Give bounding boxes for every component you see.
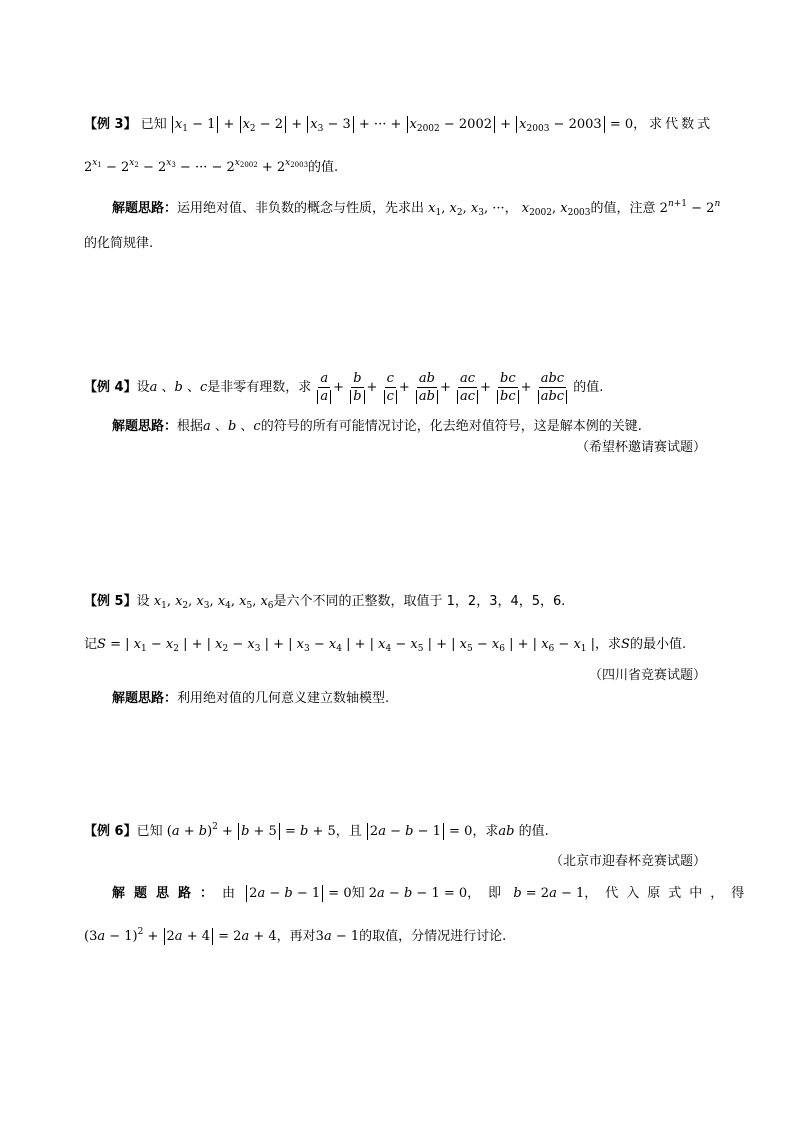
ex6-hint: 解题思路：由 2a − b − 1 = 0知 2a − b − 1 = 0，即 b = 2a − 1，代入原式中，得 xyxy=(112,886,753,901)
ex3-label: 【例 3】 xyxy=(84,117,137,132)
fraction: $\frac{b}{b}$ xyxy=(349,371,365,404)
ex3-hint-cont: 的化简规律. xyxy=(84,236,154,251)
fraction: $\frac{ac}{ac}$ xyxy=(456,371,479,404)
ex4-statement: 【例 4】设a 、b 、c是非零有理数，求 $\frac{a}{a}$ + $\frac{b}{b}$ + $\frac{c}{c}$ + $\frac{ab}{ab}$ + $\frac{ac}{ac}$ + $\frac{bc}{bc}$ + $\frac{\text{abc}}{\text{abc}}$ 的值. xyxy=(84,371,604,404)
abs-term: $x_3 - 3$ xyxy=(307,116,354,133)
ex6-hint-cont: $(3a - 1)^2 + 2a + 4 = 2a + 4$，再对3a − 1的取值，分情况进行讨论. xyxy=(84,927,507,944)
ex5-definition: 记S = | $x_1 - x_2$ | + | $x_2 - x_3$ | + | $x_3 - x_4$ | + | $x_4 - x_5$ | + | $x_5 - x_6$ | + | $x_6 - x_1$ |，求S的最小值. xyxy=(84,637,687,654)
ex6-label: 【例 6】 xyxy=(84,824,137,839)
ex3-statement: 【例 3】 已知 $x_1 - 1 + x_2 - 2 + x_3 - 3$ + ··· + $x_{2002} - 2002 + x_{2003} - 2003 = 0$，求代数式 xyxy=(84,117,714,134)
ex6-source: （北京市迎春杯竞赛试题） xyxy=(549,854,706,869)
ex4-source: （希望杯邀请赛试题） xyxy=(575,440,706,455)
ex5-source: （四川省竞赛试题） xyxy=(588,668,706,683)
fraction: $\frac{\text{abc}}{\text{abc}}$ xyxy=(537,371,568,404)
fraction: $\frac{ab}{ab}$ xyxy=(415,371,439,404)
ex4-label: 【例 4】 xyxy=(84,380,137,395)
ex3-hint: 解题思路：运用绝对值、非负数的概念与性质，先求出 $x_1$, $x_2$, $x_3$, ···， $x_{2002}$, $x_{2003}$的值，注意 $2^{n+1} - 2^n$ xyxy=(112,199,721,218)
fraction: $\frac{a}{a}$ xyxy=(316,371,332,404)
ex5-label: 【例 5】 xyxy=(84,594,137,609)
ex5-statement: 【例 5】设 $x_1$, $x_2$, $x_3$, $x_4$, $x_5$, $x_6$是六个不同的正整数，取值于 1，2，3，4，5，6. xyxy=(84,594,566,611)
ex6-statement: 【例 6】已知 $(a + b)^2 + b + 5 = b + 5$，且 2a − b − 1 = 0，求ab 的值. xyxy=(84,822,549,839)
ex3-expression: $2^{x_1} - 2^{x_2} - 2^{x_3}$ − ··· − $2^{x_{2002}} + 2^{x_{2003}}$的值. xyxy=(84,158,339,175)
abs-term: $x_2 - 2$ xyxy=(240,116,287,133)
ex5-hint: 解题思路：利用绝对值的几何意义建立数轴模型. xyxy=(112,691,390,706)
abs-term: $x_1 - 1$ xyxy=(172,116,219,133)
ex4-hint: 解题思路：根据a 、b 、c的符号的所有可能情况讨论，化去绝对值符号，这是解本例的关键. xyxy=(112,419,642,434)
abs-term: $x_{2003} - 2003$ xyxy=(516,116,605,133)
abs-term: $x_{2002} - 2002$ xyxy=(407,116,496,133)
fraction: $\frac{c}{c}$ xyxy=(383,371,398,404)
fraction: $\frac{bc}{bc}$ xyxy=(496,371,520,404)
